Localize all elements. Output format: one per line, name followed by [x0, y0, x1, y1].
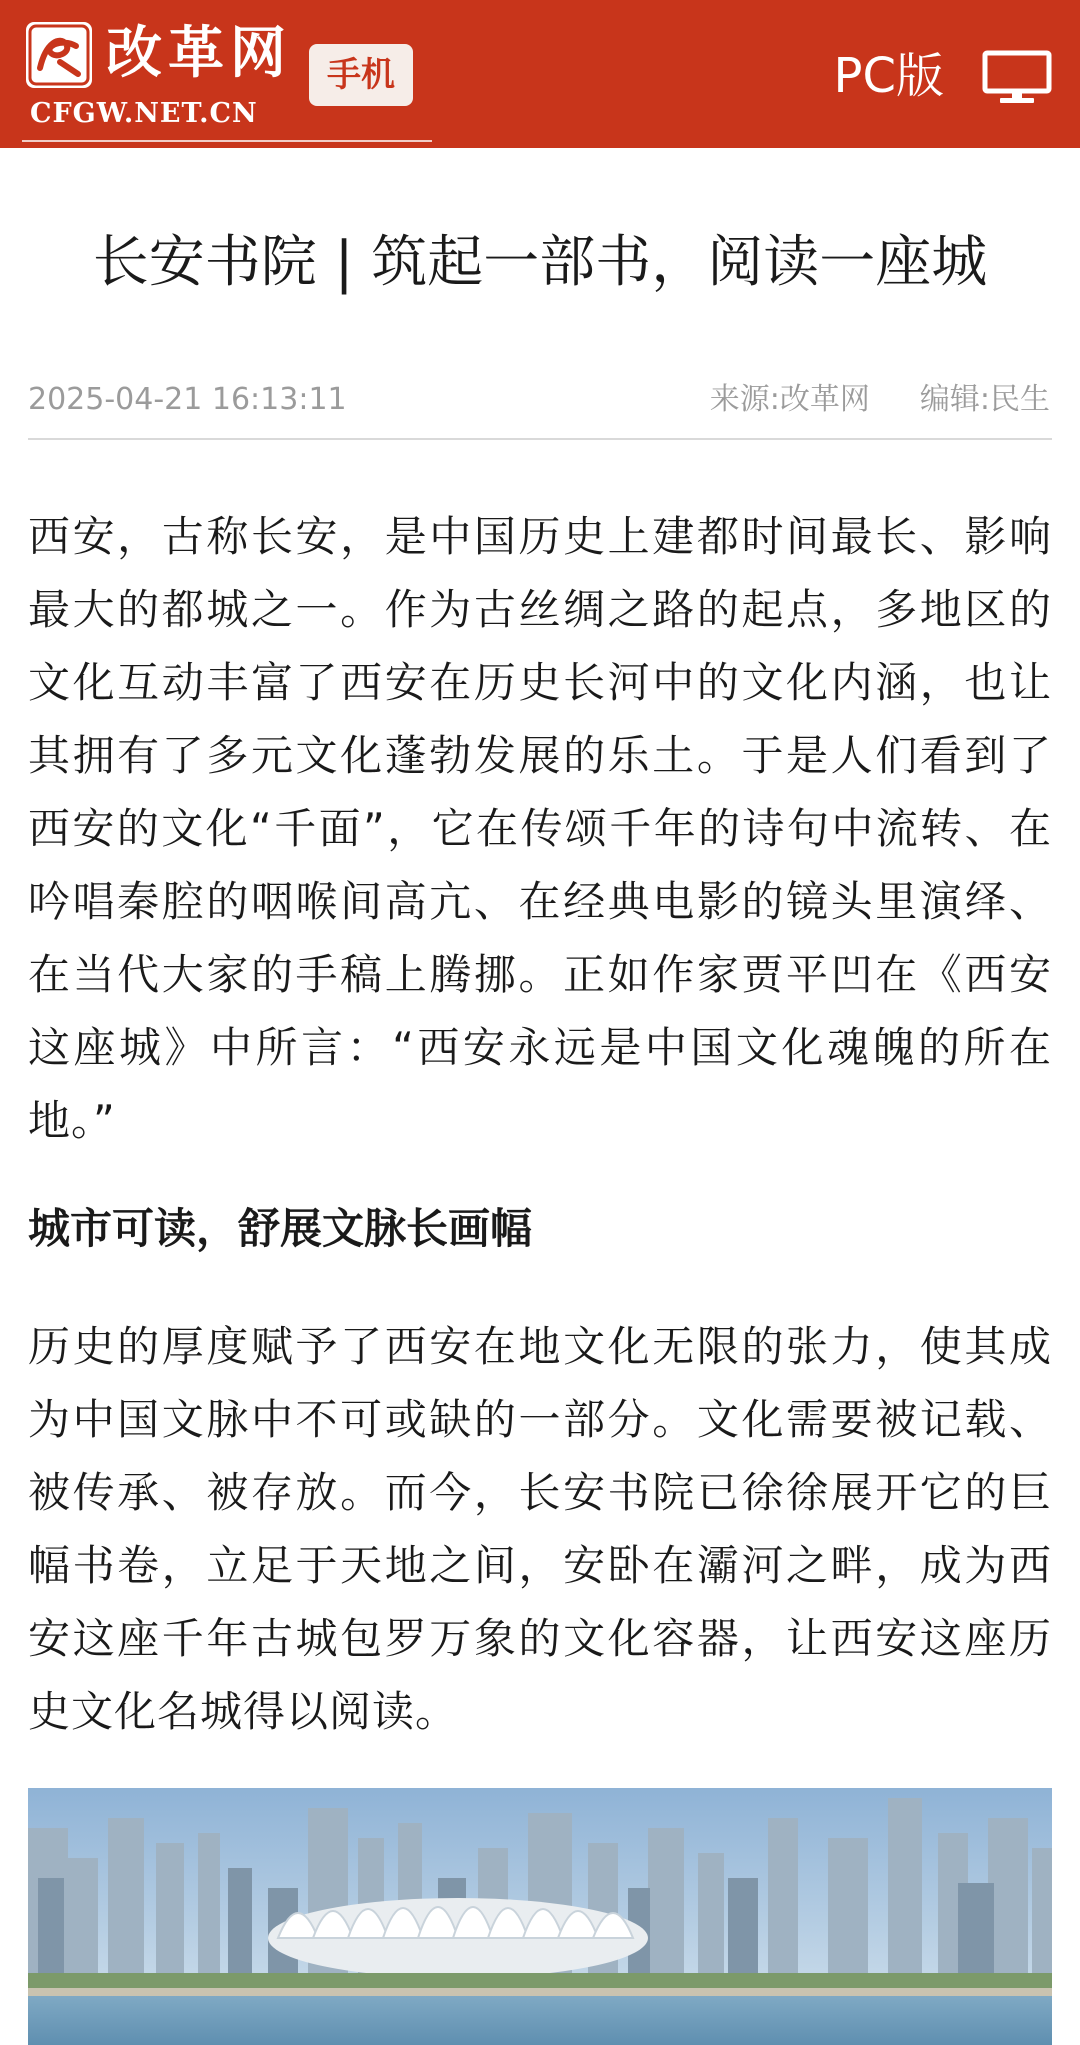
article-source: 来源:改革网: [709, 382, 870, 417]
meta-divider: [28, 438, 1052, 440]
pc-version-link[interactable]: PC版: [833, 48, 944, 104]
logo-icon[interactable]: [26, 22, 92, 88]
site-logo-domain: CFGW.NET.CN: [30, 98, 258, 129]
article-paragraph-1: 西安，古称长安，是中国历史上建都时间最长、影响最大的都城之一。作为古丝绸之路的起点，多地区的文化互动丰富了西安在历史长河中的文化内涵，也让其拥有了多元文化蓬勃发展的乐土。于是人们看到了西安的文化“千面”，它在传颂千年的诗句中流转、在吟唱秦腔的咽喉间高亢、在经典电影的镜头里演绎、在当代大家的手稿上腾挪。正如作家贾平凹在《西安这座城》中所言：“西安永远是中国文化魂魄的所在地。”: [28, 512, 1052, 1145]
mobile-version-badge[interactable]: 手机: [309, 44, 413, 106]
article-paragraph-2: 历史的厚度赋予了西安在地文化无限的张力，使其成为中国文脉中不可或缺的一部分。文化需要被记载、被传承、被存放。而今，长安书院已徐徐展开它的巨幅书卷，立足于天地之间，安卧在灞河之畔，成为西安这座千年古城包罗万象的文化容器，让西安这座历史文化名城得以阅读。: [28, 1322, 1052, 1736]
article-title: 长安书院 | 筑起一部书，阅读一座城: [92, 229, 988, 295]
section-heading: 城市可读，舒展文脉长画幅: [28, 1204, 533, 1253]
site-header: [0, 0, 1080, 148]
publish-date: 2025-04-21 16:13:11: [28, 382, 347, 417]
site-logo-name[interactable]: 改革网: [106, 20, 292, 86]
article-editor: 编辑:民生: [919, 382, 1050, 417]
article-photo[interactable]: [28, 1788, 1052, 2045]
article-meta: [710, 378, 1050, 422]
monitor-icon[interactable]: [982, 50, 1052, 106]
logo-divider: [22, 140, 432, 142]
